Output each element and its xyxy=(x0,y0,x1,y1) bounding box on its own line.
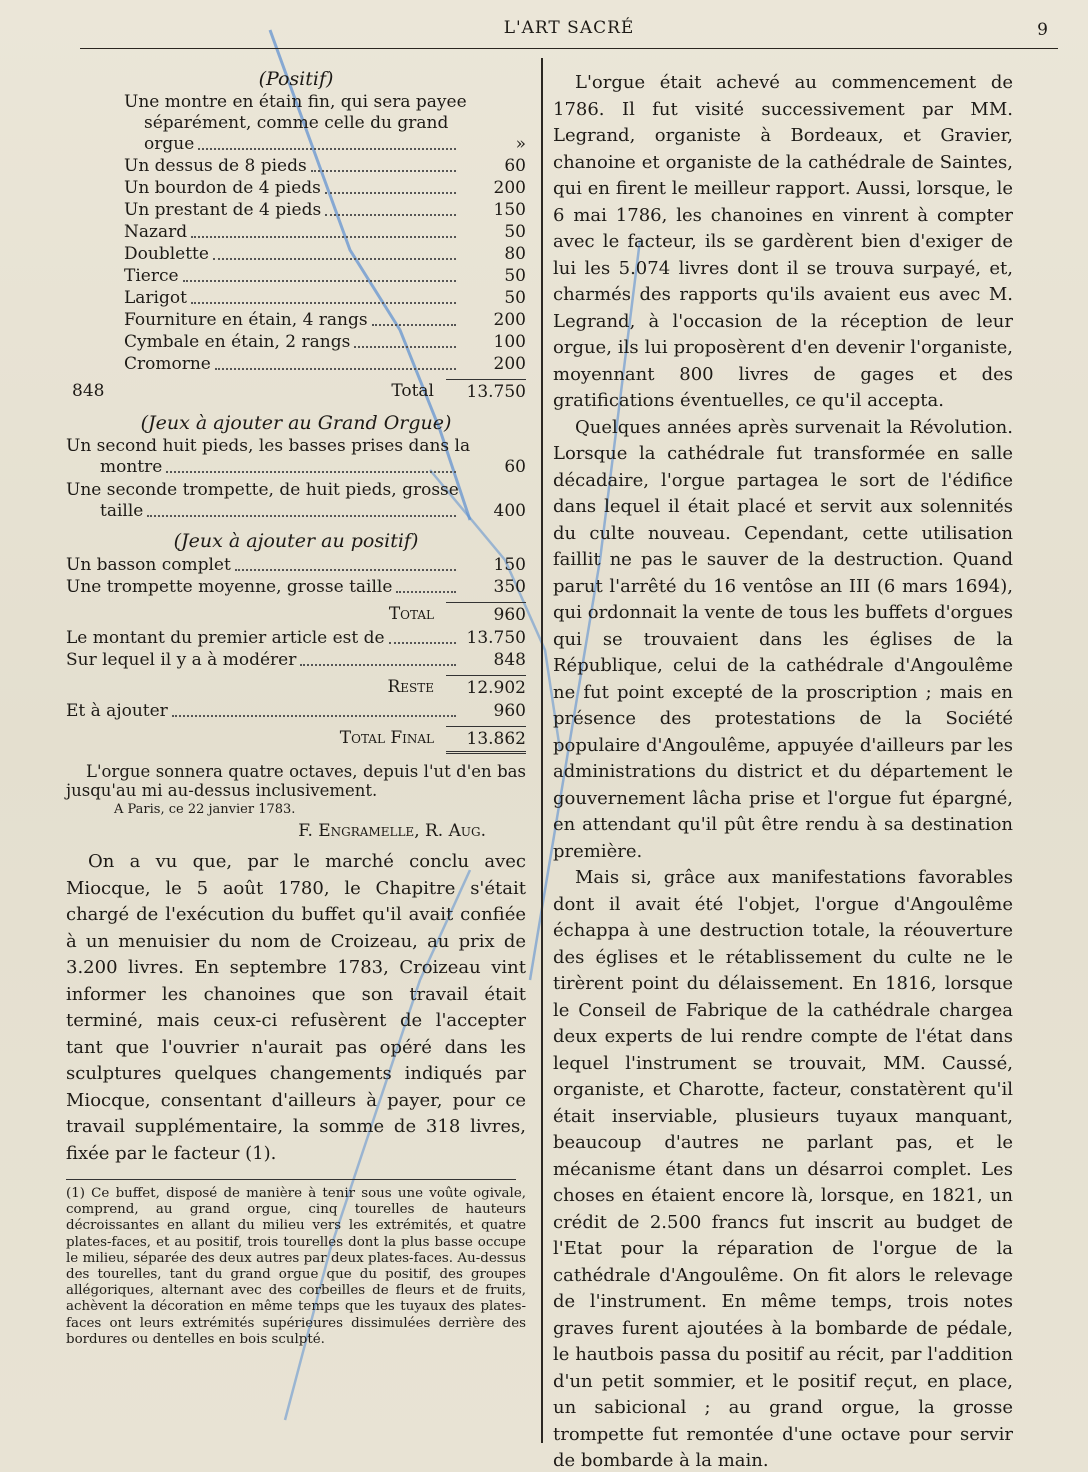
ajouter-row: Et à ajouter 960 xyxy=(66,701,526,721)
list-item: Le montant du premier article est de 13.750 xyxy=(66,628,526,648)
list-item: Doublette 80 xyxy=(124,244,526,264)
footnote: (1) Ce buffet, disposé de manière à tenir sous une voûte ogivale, comprend, au grand orgue, cinq tourelles de hauteurs décroissantes en allant du milieu vers les extrémités, et quatre plates-faces, et au positif, trois tourelles dont la plus basse occupe le milieu, séparée des deux autres par deux plates-faces. Au-dessus des tourelles, tant du grand orgue que du positif, des groupes allégoriques, alternant avec des corbeilles de fleurs et de fruits, achèvent la décoration en même temps que les tuyaux des plates-faces ont leurs extrémités supérieures dissimulées derrière des bordures ou dentelles en bois sculpté. xyxy=(66,1186,526,1347)
positif-first-line1: Une montre en étain fin, qui sera payee xyxy=(124,92,467,112)
list-item: Nazard 50 xyxy=(124,222,526,242)
grand-item: Un second huit pieds, les basses prises dans la montre 60 xyxy=(66,436,526,477)
positif-list xyxy=(66,155,526,375)
positif-first-value: » xyxy=(515,134,526,154)
grand-item: Une seconde trompette, de huit pieds, grosse taille 400 xyxy=(66,480,526,521)
list-item: Sur lequel il y a à modérer 848 xyxy=(66,650,526,670)
list-item: Un dessus de 8 pieds 60 xyxy=(124,156,526,176)
list-item: Une trompette moyenne, grosse taille 350 xyxy=(66,577,526,597)
list-item: Tierce 50 xyxy=(124,266,526,286)
positif-heading: (Positif) xyxy=(258,68,334,90)
positif-first-item xyxy=(66,92,526,155)
margin-848: 848 xyxy=(72,381,105,401)
right-column xyxy=(553,70,1013,1472)
left-paragraph: On a vu que, par le marché conclu avec Miocque, le 5 août 1780, le Chapitre s'était chargé de l'exécution du buffet qu'il avait confiée à un menuisier du nom de Croizeau, au prix de 3.200 livres. En septembre 1783, Croizeau vint informer les chanoines que son travail était terminé, mais ceux-ci refusèrent de l'accepter tant que l'ouvrier n'aurait pas opéré dans les sculptures quelques changements indiqués par Miocque, consentant d'ailleurs à payer, pour ce travail supplémentaire, la somme de 318 livres, fixée par le facteur (1). xyxy=(66,851,526,1164)
list-item: Cromorne 200 xyxy=(124,354,526,374)
journal-title: L'ART SACRÉ xyxy=(503,18,635,38)
left-column xyxy=(66,66,526,1348)
positif-first-line3: orgue xyxy=(144,134,195,154)
positif-add-heading: (Jeux à ajouter au positif) xyxy=(173,530,419,552)
list-item: Larigot 50 xyxy=(124,288,526,308)
positif-add-total: Total 960 xyxy=(388,604,526,625)
dateline: A Paris, ce 22 janvier 1783. xyxy=(114,802,296,817)
list-item: Un basson complet 150 xyxy=(66,555,526,575)
footnote-rule xyxy=(66,1179,516,1180)
list-item: Un bourdon de 4 pieds 200 xyxy=(124,178,526,198)
list-item: Cymbale en étain, 2 rangs 100 xyxy=(124,332,526,352)
running-header xyxy=(80,18,1058,49)
signature: F. Engramelle, R. Aug. xyxy=(298,821,486,841)
right-paragraph-2: Quelques années après survenait la Révolution. Lorsque la cathédrale fut transformée en salle décadaire, l'orgue partagea le sort de l'édifice dans lequel il était placé et servit aux solennités du culte nouveau. Cependant, cette utilisation faillit ne pas le sauver de la destruction. Quand parut l'arrêté du 16 ventôse an III (6 mars 1694), qui ordonnait la vente de tous les buffets d'orgues qui se trouvaient dans les églises de la République, celui de la cathédrale d'Angoulême ne fut point excepté de la proscription ; mais en présence des protestations de la Société populaire d'Angoulême, appuyée d'ailleurs par les administrations du district et du département le gouvernement lâcha prise et l'orgue fut épargné, en attendant qu'il pût être rendu à sa destination première. xyxy=(553,416,1013,862)
list-item: Un prestant de 4 pieds 150 xyxy=(124,200,526,220)
total-final-row: Total Final 13.862 xyxy=(66,726,526,754)
column-divider xyxy=(541,58,543,1443)
grand-orgue-heading: (Jeux à ajouter au Grand Orgue) xyxy=(140,412,452,434)
list-item: Fourniture en étain, 4 rangs 200 xyxy=(124,310,526,330)
reste-row: Reste 12.902 xyxy=(387,677,526,698)
positif-first-line2: séparément, comme celle du grand xyxy=(144,113,449,133)
positif-total: Total 13.750 xyxy=(391,381,526,402)
page-number: 9 xyxy=(1037,20,1048,40)
right-paragraph-3: Mais si, grâce aux manifestations favorables dont il avait été l'objet, l'orgue d'Angoulême échappa à une destruction totale, la réouverture des églises et le rétablissement du culte ne le tirèrent point du délaissement. En 1816, lorsque le Conseil de Fabrique de la cathédrale chargea deux experts de lui rendre compte de l'état dans lequel l'instrument se trouvait, MM. Caussé, organiste, et Charotte, facteur, constatèrent qu'il était inserviable, plusieurs tuyaux manquant, beaucoup d'autres ne parlant pas, et le mécanisme étant dans un désarroi complet. Les choses en étaient encore là, lorsque, en 1821, un crédit de 2.500 francs fut inscrit au budget de l'Etat pour la réparation de l'orgue de la cathédrale d'Angoulême. On fit alors le relevage de l'instrument. En même temps, trois notes graves furent ajoutées à la bombarde de pédale, le hautbois passa du positif au récit, par l'addition d'un petit sommier, et le positif reçut, en place, un sabicional ; au grand orgue, la grosse trompette fut remontée d'une octave pour servir de bombarde à la main. xyxy=(553,867,1013,1471)
octaves-note: L'orgue sonnera quatre octaves, depuis l'ut d'en bas jusqu'au mi au-dessus inclusivement. xyxy=(66,762,526,800)
right-paragraph-1: L'orgue était achevé au commencement de 1786. Il fut visité successivement par MM. Legrand, organiste à Bordeaux, et Gravier, chanoine et organiste de la cathédrale de Saintes, qui en firent le meilleur rapport. Aussi, lorsque, le 6 mai 1786, les chanoines en vinrent à compter avec le facteur, ils se gardèrent bien d'exiger de lui les 5.074 livres dont il se trouva surpayé, et, charmés des rapports qu'ils avaient eus avec M. Legrand, à l'occasion de la réception de leur orgue, ils lui proposèrent d'en devenir l'organiste, moyennant 800 livres de gages et des gratifications éventuelles, ce qu'il accepta. xyxy=(553,72,1013,411)
